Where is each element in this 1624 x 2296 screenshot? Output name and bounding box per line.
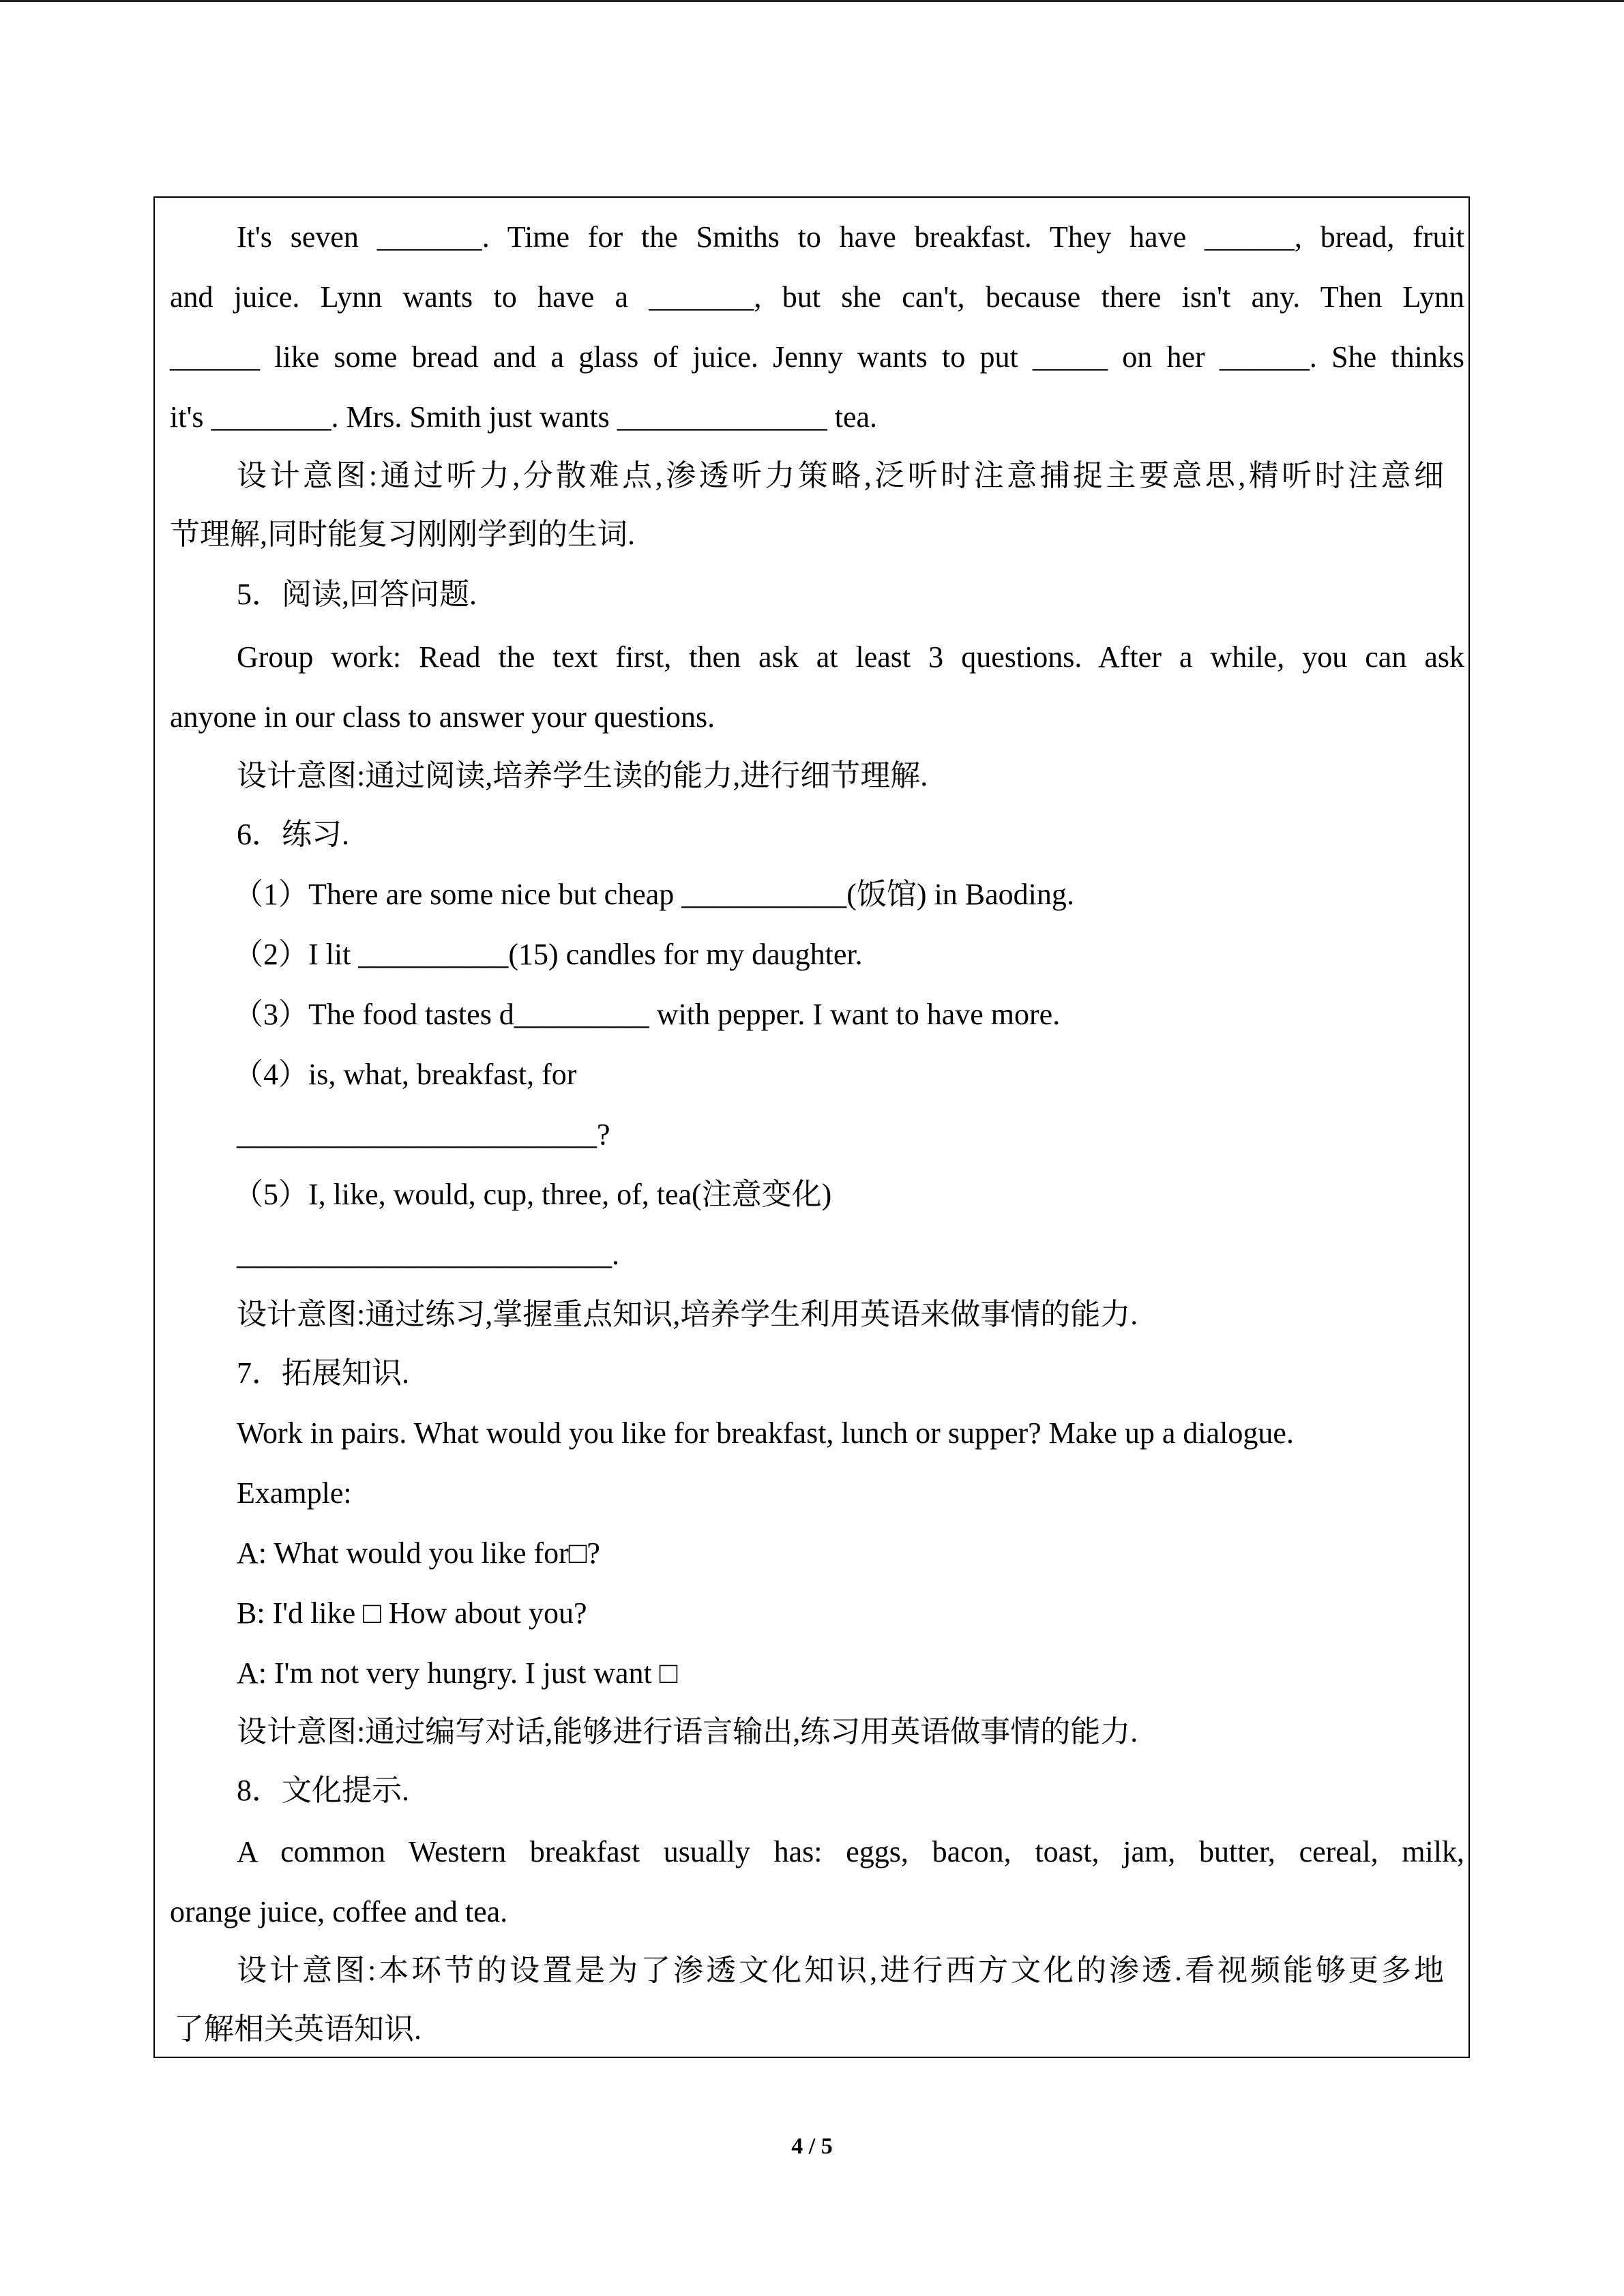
- lesson-content-box: [153, 196, 1470, 2058]
- text-line: and juice. Lynn wants to have a _______, but she can't, because there isn't any. Then Lynn: [170, 280, 1464, 314]
- text-line: it's ________. Mrs. Smith just wants ______________ tea.: [170, 400, 878, 434]
- text-line: A common Western breakfast usually has: eggs, bacon, toast, jam, butter, cereal, milk,: [237, 1835, 1464, 1868]
- section-heading-extension: 7．拓展知识.: [237, 1356, 409, 1390]
- design-intent-line: 节理解,同时能复习刚刚学到的生词.: [170, 518, 635, 551]
- dialogue-line: A: I'm not very hungry. I just want □: [237, 1656, 678, 1690]
- dialogue-line: B: I'd like □ How about you?: [237, 1596, 587, 1630]
- exercise-item-3: （3）The food tastes d_________ with pepper. I want to have more.: [233, 998, 1061, 1031]
- design-intent-line: 设计意图:通过练习,掌握重点知识,培养学生利用英语来做事情的能力.: [237, 1298, 1138, 1331]
- page-number: 4 / 5: [791, 2134, 833, 2159]
- design-intent-line: 设计意图:本环节的设置是为了渗透文化知识,进行西方文化的渗透.看视频能够更多地: [237, 1954, 1444, 1987]
- text-line: ______ like some bread and a glass of juice. Jenny wants to put _____ on her ______. She thinks: [170, 340, 1464, 374]
- design-intent-line: 了解相关英语知识.: [174, 2012, 422, 2046]
- text-line: anyone in our class to answer your questions.: [170, 700, 715, 734]
- design-intent-line: 设计意图:通过听力,分散难点,渗透听力策略,泛听时注意捕捉主要意思,精听时注意细: [237, 459, 1444, 492]
- top-border-line: [0, 0, 1624, 2]
- design-intent-line: 设计意图:通过阅读,培养学生读的能力,进行细节理解.: [237, 759, 928, 792]
- exercise-item-1: （1）There are some nice but cheap ___________(饭馆) in Baoding.: [233, 878, 1074, 911]
- answer-blank: _________________________.: [237, 1238, 619, 1271]
- section-heading-reading: 5．阅读,回答问题.: [237, 578, 477, 611]
- exercise-item-2: （2）I lit __________(15) candles for my daughter.: [233, 938, 863, 971]
- text-line: Work in pairs. What would you like for breakfast, lunch or supper? Make up a dialogue.: [237, 1416, 1294, 1450]
- text-line: Group work: Read the text first, then ask at least 3 questions. After a while, you can ask: [237, 640, 1464, 674]
- design-intent-line: 设计意图:通过编写对话,能够进行语言输出,练习用英语做事情的能力.: [237, 1715, 1138, 1748]
- section-heading-exercise: 6．练习.: [237, 818, 349, 851]
- section-heading-culture: 8．文化提示.: [237, 1774, 409, 1807]
- dialogue-line: A: What would you like for□?: [237, 1536, 600, 1570]
- exercise-item-4: （4）is, what, breakfast, for: [233, 1058, 577, 1091]
- answer-blank: ________________________?: [237, 1118, 610, 1151]
- exercise-item-5: （5）I, like, would, cup, three, of, tea(注意变化): [233, 1178, 832, 1211]
- example-label: Example:: [237, 1476, 352, 1510]
- text-line: orange juice, coffee and tea.: [170, 1895, 508, 1928]
- text-line: It's seven _______. Time for the Smiths to have breakfast. They have ______, bread, fruit: [237, 220, 1464, 254]
